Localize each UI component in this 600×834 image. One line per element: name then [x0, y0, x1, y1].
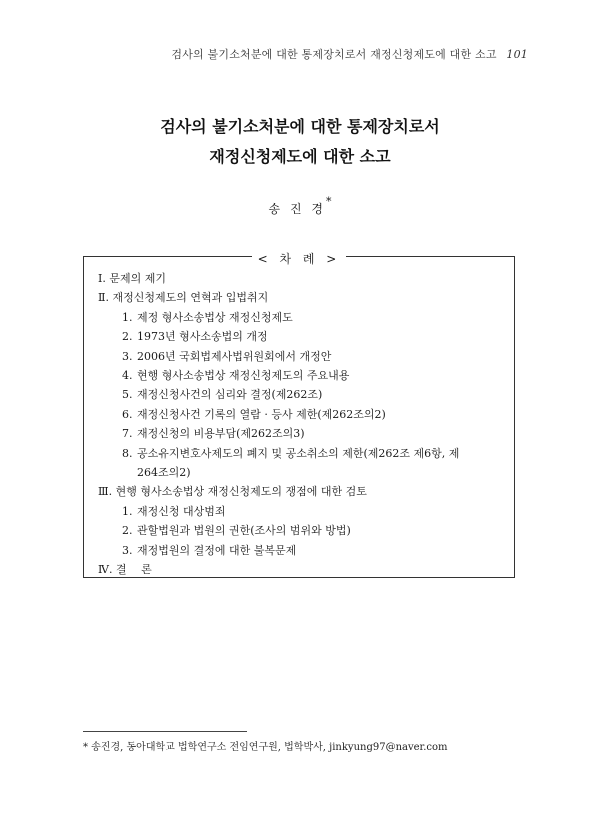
toc-item-title: 현행 형사소송법상 재정신청제도의 주요내용	[137, 369, 350, 383]
toc-item	[98, 444, 504, 463]
running-header	[171, 46, 528, 62]
table-of-contents	[83, 252, 515, 578]
toc-list	[98, 269, 504, 580]
toc-section-number: Ⅲ.	[98, 485, 113, 499]
toc-item-title: 재정신청사건의 심리와 결정(제262조)	[137, 388, 323, 402]
toc-item-number: 3.	[122, 349, 133, 363]
toc-item	[98, 502, 504, 521]
toc-item-number: 5.	[122, 388, 133, 402]
footnote-divider	[83, 731, 247, 732]
title-line-1: 검사의 불기소처분에 대한 통제장치로서	[160, 117, 440, 136]
author-name: 송 진 경	[268, 202, 326, 216]
toc-item	[98, 327, 504, 346]
toc-item-continuation: 264조의2)	[137, 466, 191, 480]
author-footnote-mark: *	[325, 195, 332, 208]
toc-section	[98, 560, 504, 579]
title-line-2: 재정신청제도에 대한 소고	[209, 147, 391, 166]
toc-item	[98, 405, 504, 424]
toc-item-number: 1.	[122, 504, 133, 518]
toc-item-number: 2.	[122, 330, 133, 344]
toc-item-number: 4.	[122, 369, 133, 383]
toc-item	[98, 385, 504, 404]
toc-section-title: 문제의 제기	[109, 272, 166, 285]
toc-section-number: Ⅱ.	[98, 291, 109, 305]
toc-item	[98, 424, 504, 443]
toc-item-number: 8.	[122, 446, 133, 460]
toc-item-title: 관할법원과 법원의 권한(조사의 범위와 방법)	[137, 524, 351, 538]
toc-item	[98, 308, 504, 327]
toc-section-number: Ⅳ.	[98, 563, 113, 577]
running-header-text: 검사의 불기소처분에 대한 통제장치로서 재정신청제도에 대한 소고	[171, 48, 497, 61]
toc-item-title: 공소유지변호사제도의 폐지 및 공소취소의 제한(제262조 제6항, 제	[137, 446, 460, 460]
footnote: * 송진경, 동아대학교 법학연구소 전임연구원, 법학박사, jinkyung97@naver.com	[83, 742, 448, 753]
toc-item	[98, 521, 504, 540]
toc-section	[98, 269, 504, 288]
toc-section-title: 현행 형사소송법상 재정신청제도의 쟁점에 대한 검토	[115, 485, 367, 499]
toc-item-title: 재정신청 대상범죄	[137, 504, 226, 518]
toc-item-number: 6.	[122, 407, 133, 421]
toc-item	[98, 541, 504, 560]
toc-item-number: 1.	[122, 310, 133, 324]
toc-item	[98, 366, 504, 385]
toc-section	[98, 288, 504, 307]
toc-section-number: Ⅰ.	[98, 272, 106, 285]
toc-item-number: 3.	[122, 543, 133, 557]
author	[0, 195, 600, 217]
toc-item-title: 재정법원의 결정에 대한 불복문제	[137, 543, 297, 557]
paper-title	[0, 112, 600, 172]
toc-item-number: 2.	[122, 524, 133, 538]
toc-item-title: 제정 형사소송법상 재정신청제도	[137, 310, 293, 324]
toc-item-title: 재정신청의 비용부담(제262조의3)	[137, 427, 305, 441]
toc-item	[98, 347, 504, 366]
toc-item-title: 재정신청사건 기록의 열람 · 등사 제한(제262조의2)	[137, 407, 386, 421]
page-number: 101	[506, 48, 528, 61]
toc-section-title: 재정신청제도의 연혁과 입법취지	[112, 291, 269, 305]
toc-item-title: 2006년 국회법제사법위원회에서 개정안	[137, 349, 332, 363]
toc-item-title: 1973년 형사소송법의 개정	[137, 330, 268, 344]
toc-section	[98, 482, 504, 501]
toc-section-title: 결 론	[116, 563, 152, 577]
toc-label: < 차 례 >	[252, 252, 347, 266]
toc-item-number: 7.	[122, 427, 133, 441]
